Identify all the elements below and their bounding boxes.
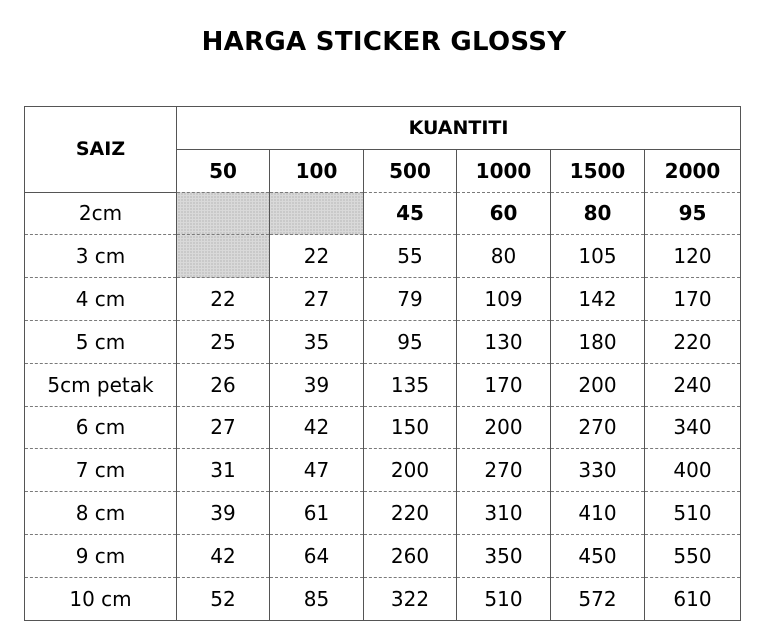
price-cell: 130 [457,320,551,363]
unavailable-cell [270,192,364,235]
price-cell: 60 [457,192,551,235]
table-row [25,577,741,620]
size-cell: 10 cm [25,577,177,620]
size-cell: 7 cm [25,449,177,492]
size-cell: 2cm [25,192,177,235]
price-cell: 310 [457,492,551,535]
price-cell: 400 [645,449,741,492]
price-cell: 340 [645,406,741,449]
size-cell: 4 cm [25,278,177,321]
price-cell: 26 [177,363,270,406]
table-row [25,492,741,535]
quantity-header-100: 100 [270,149,364,192]
price-cell: 55 [364,235,457,278]
price-cell: 260 [364,534,457,577]
price-cell: 27 [177,406,270,449]
price-cell: 85 [270,577,364,620]
price-cell: 135 [364,363,457,406]
quantity-header-50: 50 [177,149,270,192]
price-cell: 200 [457,406,551,449]
quantity-header-2000: 2000 [645,149,741,192]
price-cell: 572 [551,577,645,620]
price-cell: 109 [457,278,551,321]
size-cell: 3 cm [25,235,177,278]
price-cell: 39 [177,492,270,535]
price-cell: 52 [177,577,270,620]
price-cell: 410 [551,492,645,535]
quantity-header-1500: 1500 [551,149,645,192]
table-row [25,278,741,321]
price-cell: 510 [457,577,551,620]
price-cell: 25 [177,320,270,363]
price-cell: 220 [364,492,457,535]
price-cell: 35 [270,320,364,363]
price-cell: 80 [457,235,551,278]
price-cell: 79 [364,278,457,321]
price-cell: 330 [551,449,645,492]
size-cell: 9 cm [25,534,177,577]
price-cell: 45 [364,192,457,235]
price-cell: 240 [645,363,741,406]
size-cell: 6 cm [25,406,177,449]
price-cell: 47 [270,449,364,492]
price-cell: 350 [457,534,551,577]
price-cell: 27 [270,278,364,321]
price-cell: 64 [270,534,364,577]
price-cell: 200 [551,363,645,406]
price-cell: 95 [645,192,741,235]
price-cell: 170 [457,363,551,406]
size-column-header: SAIZ [25,107,177,193]
quantity-header-1000: 1000 [457,149,551,192]
header-row-quantity [25,107,741,150]
table-row [25,406,741,449]
price-cell: 95 [364,320,457,363]
price-cell: 42 [270,406,364,449]
price-cell: 270 [551,406,645,449]
price-cell: 322 [364,577,457,620]
price-cell: 170 [645,278,741,321]
unavailable-cell [177,235,270,278]
table-row [25,320,741,363]
price-cell: 142 [551,278,645,321]
price-cell: 22 [270,235,364,278]
table-row [25,449,741,492]
table-row [25,363,741,406]
table-row [25,534,741,577]
table-row [25,192,741,235]
table-row [25,235,741,278]
price-table [24,106,741,621]
price-cell: 80 [551,192,645,235]
price-cell: 200 [364,449,457,492]
price-cell: 180 [551,320,645,363]
size-cell: 5cm petak [25,363,177,406]
page-title: HARGA STICKER GLOSSY [201,27,567,57]
price-cell: 22 [177,278,270,321]
price-cell: 150 [364,406,457,449]
size-cell: 5 cm [25,320,177,363]
price-cell: 39 [270,363,364,406]
price-cell: 31 [177,449,270,492]
size-cell: 8 cm [25,492,177,535]
quantity-header-500: 500 [364,149,457,192]
price-cell: 120 [645,235,741,278]
price-cell: 220 [645,320,741,363]
price-cell: 105 [551,235,645,278]
price-cell: 270 [457,449,551,492]
price-cell: 610 [645,577,741,620]
price-cell: 61 [270,492,364,535]
price-cell: 42 [177,534,270,577]
unavailable-cell [177,192,270,235]
price-cell: 550 [645,534,741,577]
price-cell: 510 [645,492,741,535]
quantity-group-header: KUANTITI [177,107,741,150]
price-cell: 450 [551,534,645,577]
